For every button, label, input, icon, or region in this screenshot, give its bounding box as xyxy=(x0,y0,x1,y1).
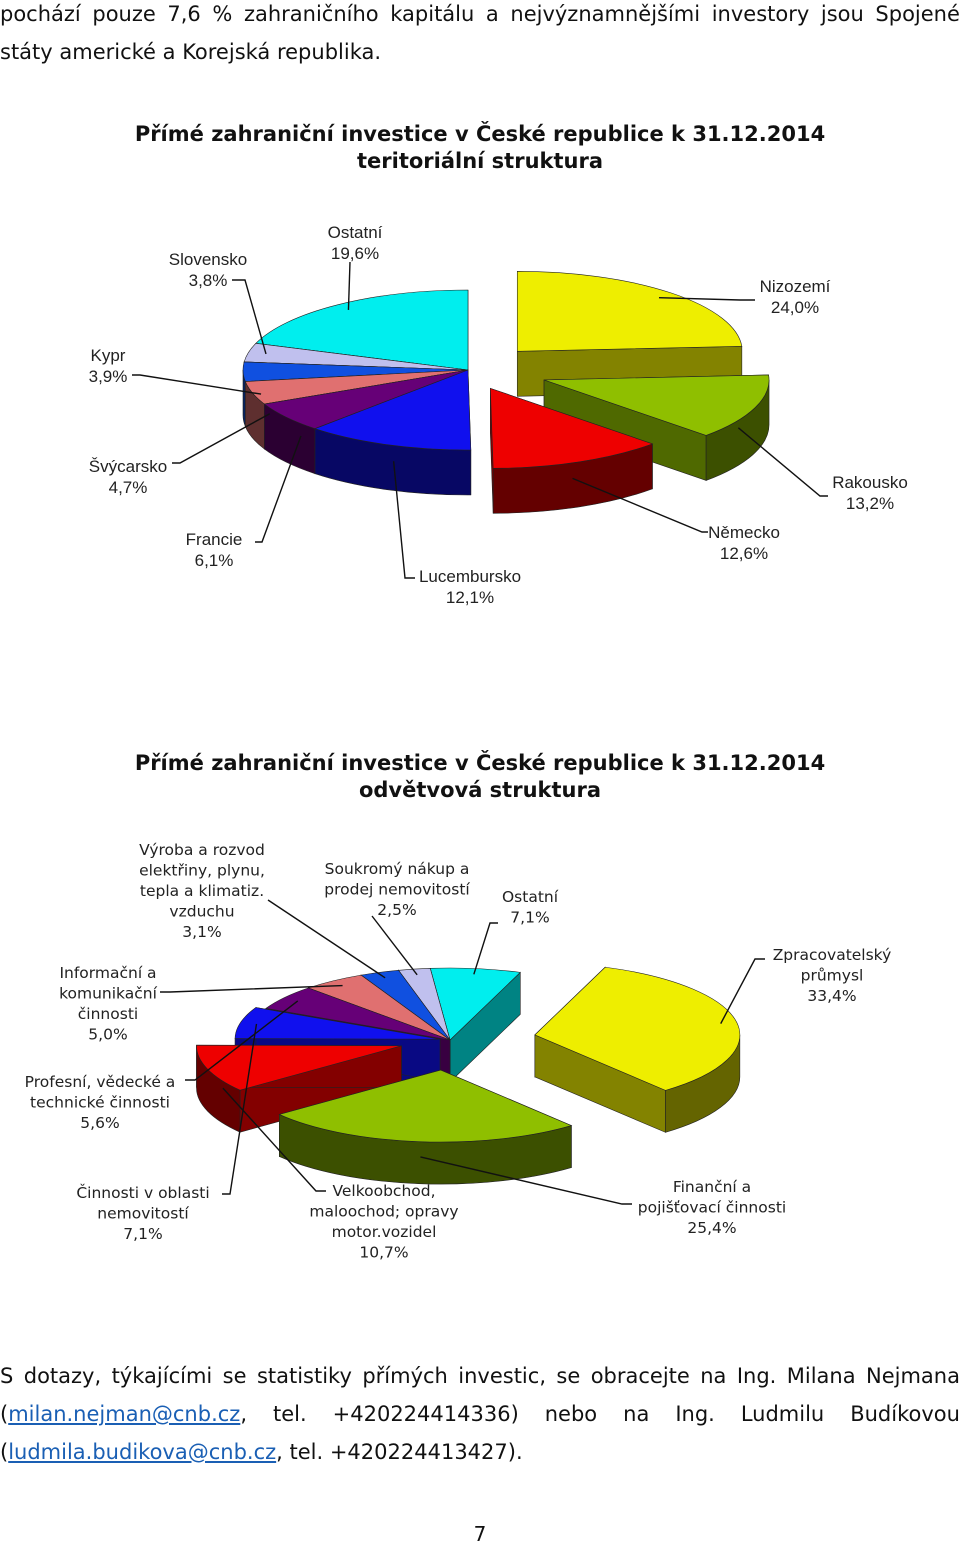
slice-label-value: 13,2% xyxy=(845,494,895,513)
contact-word: dotazy, xyxy=(23,1364,102,1388)
slice-label-name: Slovensko xyxy=(168,250,248,269)
intro-paragraph xyxy=(0,0,960,71)
contact-paragraph xyxy=(0,1357,960,1471)
slice-label-value: 25,4% xyxy=(687,1219,737,1237)
leader-line xyxy=(372,916,417,975)
intro-line-2: státy americké a Korejská republika. xyxy=(0,40,382,64)
intro-word: kapitálu xyxy=(390,2,475,26)
contact-word: Nejmana xyxy=(866,1364,960,1388)
chart2-sector-pie xyxy=(0,830,960,1280)
chart2-subtitle: odvětvová struktura xyxy=(358,778,602,802)
slice-label-9 xyxy=(328,223,383,263)
slice-label-8 xyxy=(169,250,247,290)
slice-label-4 xyxy=(76,1183,209,1243)
slice-label-name: činnosti xyxy=(77,1005,139,1023)
slice-label-value: 7,1% xyxy=(123,1225,163,1243)
slice-label-6 xyxy=(89,457,167,497)
slice-label-3 xyxy=(708,523,780,563)
slice-label-name: motor.vozidel xyxy=(331,1223,437,1241)
slice-label-1 xyxy=(773,946,892,1005)
contact-word: Budíkovou xyxy=(850,1402,960,1426)
contact-word: Ing. xyxy=(736,1364,777,1388)
slice-label-value: 3,8% xyxy=(188,271,228,290)
slice-label-3 xyxy=(309,1182,458,1262)
slice-label-4 xyxy=(419,567,521,607)
page-number: 7 xyxy=(473,1522,487,1546)
contact-word: tel. xyxy=(272,1402,307,1426)
intro-word: jsou xyxy=(820,2,864,26)
contact-word: Ludmilu xyxy=(740,1402,825,1426)
chart1-territorial-pie xyxy=(0,220,960,640)
slice-label-name: průmysl xyxy=(800,966,864,985)
intro-word: investory xyxy=(711,2,810,26)
slice-label-value: 12,1% xyxy=(445,588,495,607)
slice-label-value: 10,7% xyxy=(359,1243,409,1262)
intro-word: zahraničního xyxy=(243,2,379,26)
contact-word: přímých xyxy=(362,1364,448,1388)
intro-word: pouze xyxy=(92,2,156,26)
slice-label-2 xyxy=(638,1178,786,1237)
slice-label-name: technické činnosti xyxy=(30,1093,170,1112)
slice-label-name: vzduchu xyxy=(169,902,235,921)
slice-label-name: Velkoobchod, xyxy=(332,1182,436,1200)
slice-label-value: 3,9% xyxy=(88,367,128,386)
contact-word: se xyxy=(556,1364,581,1388)
contact-word: se xyxy=(222,1364,247,1388)
contact-line-3 xyxy=(0,1433,960,1471)
contact-word: nebo xyxy=(544,1402,598,1426)
slice-label-name: Informační a xyxy=(59,964,157,982)
slice-label-8 xyxy=(324,860,470,919)
contact-word: Milana xyxy=(786,1364,856,1388)
intro-word: % xyxy=(212,2,233,26)
contact-paren-open-2: ( xyxy=(0,1440,9,1464)
contact-word: +420224414336) xyxy=(332,1402,519,1426)
contact-word: na xyxy=(623,1402,650,1426)
intro-word: a xyxy=(485,2,499,26)
email-link-milan-nejman[interactable]: milan.nejman@cnb.cz xyxy=(8,1402,241,1426)
slice-label-7 xyxy=(89,346,128,386)
pie-slice-1 xyxy=(535,967,740,1132)
slice-label-name: Francie xyxy=(185,530,243,549)
slice-label-name: Zpracovatelský xyxy=(772,946,892,964)
slice-label-value: 24,0% xyxy=(770,298,820,317)
slice-label-name: Nizozemí xyxy=(759,277,831,296)
contact-email1-group xyxy=(0,1395,247,1433)
email-link-ludmila-budikova[interactable]: ludmila.budikova@cnb.cz xyxy=(8,1440,277,1464)
slice-label-name: nemovitostí xyxy=(97,1204,189,1223)
slice-label-name: Ostatní xyxy=(327,223,383,242)
leader-line xyxy=(474,923,498,974)
leader-line xyxy=(132,375,261,394)
contact-word: S xyxy=(0,1364,14,1388)
slice-label-name: Rakousko xyxy=(832,473,908,492)
contact-word: Ing. xyxy=(675,1402,715,1426)
slice-label-name: Lucembursko xyxy=(418,567,522,586)
slice-label-name: komunikační xyxy=(59,984,157,1003)
intro-word: 7,6 xyxy=(167,2,201,26)
contact-line-1 xyxy=(0,1357,960,1395)
intro-word: pochází xyxy=(0,2,81,26)
chart1-title-line: Přímé zahraniční investice v České republice k 31.12.2014 xyxy=(134,122,826,146)
slice-label-name: Ostatní xyxy=(501,888,559,906)
pie-slices xyxy=(243,271,769,513)
slice-label-name: Švýcarsko xyxy=(88,457,168,476)
slice-label-name: Činnosti v oblasti xyxy=(76,1184,210,1202)
contact-word: na xyxy=(700,1364,727,1388)
contact-word: statistiky xyxy=(256,1364,352,1388)
slice-label-value: 12,6% xyxy=(719,544,769,563)
intro-line-1 xyxy=(0,0,960,33)
slice-label-value: 6,1% xyxy=(194,551,234,570)
leader-line xyxy=(268,900,385,978)
contact-line-2 xyxy=(0,1395,960,1433)
slice-label-5 xyxy=(186,530,243,570)
slice-label-name: maloochod; opravy xyxy=(309,1202,459,1221)
slice-label-7 xyxy=(139,841,265,941)
slice-label-2 xyxy=(832,473,908,513)
slice-label-9 xyxy=(502,888,559,927)
slice-label-name: Kypr xyxy=(90,346,126,365)
slice-label-name: prodej nemovitostí xyxy=(324,880,470,899)
intro-word: Spojené xyxy=(875,2,960,26)
contact-paren-open-1: ( xyxy=(0,1402,9,1426)
slice-label-name: Soukromý nákup a xyxy=(324,860,470,878)
slice-label-value: 33,4% xyxy=(807,987,857,1005)
slice-label-value: 5,6% xyxy=(80,1114,120,1132)
slice-label-name: Profesní, vědecké a xyxy=(24,1073,176,1091)
slice-label-name: Německo xyxy=(708,523,780,542)
intro-word: nejvýznamnějšími xyxy=(510,2,701,26)
slice-label-name: pojišťovací činnosti xyxy=(637,1198,787,1217)
slice-label-6 xyxy=(59,964,158,1044)
contact-word: investic, xyxy=(458,1364,546,1388)
slice-label-value: 2,5% xyxy=(377,901,417,919)
slice-label-value: 7,1% xyxy=(510,908,550,927)
contact-word: obracejte xyxy=(590,1364,690,1388)
slice-label-value: 3,1% xyxy=(182,923,222,941)
contact-word: týkajícími xyxy=(111,1364,213,1388)
chart1-title xyxy=(0,121,960,175)
slice-label-name: Finanční a xyxy=(672,1178,752,1196)
slice-label-1 xyxy=(760,277,831,317)
contact-comma: , xyxy=(240,1402,247,1426)
chart2-title xyxy=(0,750,960,804)
slice-label-value: 19,6% xyxy=(330,244,380,263)
chart2-title-line: Přímé zahraniční investice v České republice k 31.12.2014 xyxy=(134,751,826,775)
slice-label-name: elektřiny, plynu, xyxy=(139,861,265,880)
pie-slices xyxy=(196,967,739,1184)
chart1-subtitle: teritoriální struktura xyxy=(356,149,603,173)
slice-label-5 xyxy=(25,1073,176,1132)
slice-label-name: Výroba a rozvod xyxy=(139,841,265,859)
slice-label-value: 5,0% xyxy=(88,1025,128,1044)
contact-line3-rest: , tel. +420224413427). xyxy=(276,1440,523,1464)
slice-label-name: tepla a klimatiz. xyxy=(139,882,265,900)
slice-label-value: 4,7% xyxy=(108,478,148,497)
